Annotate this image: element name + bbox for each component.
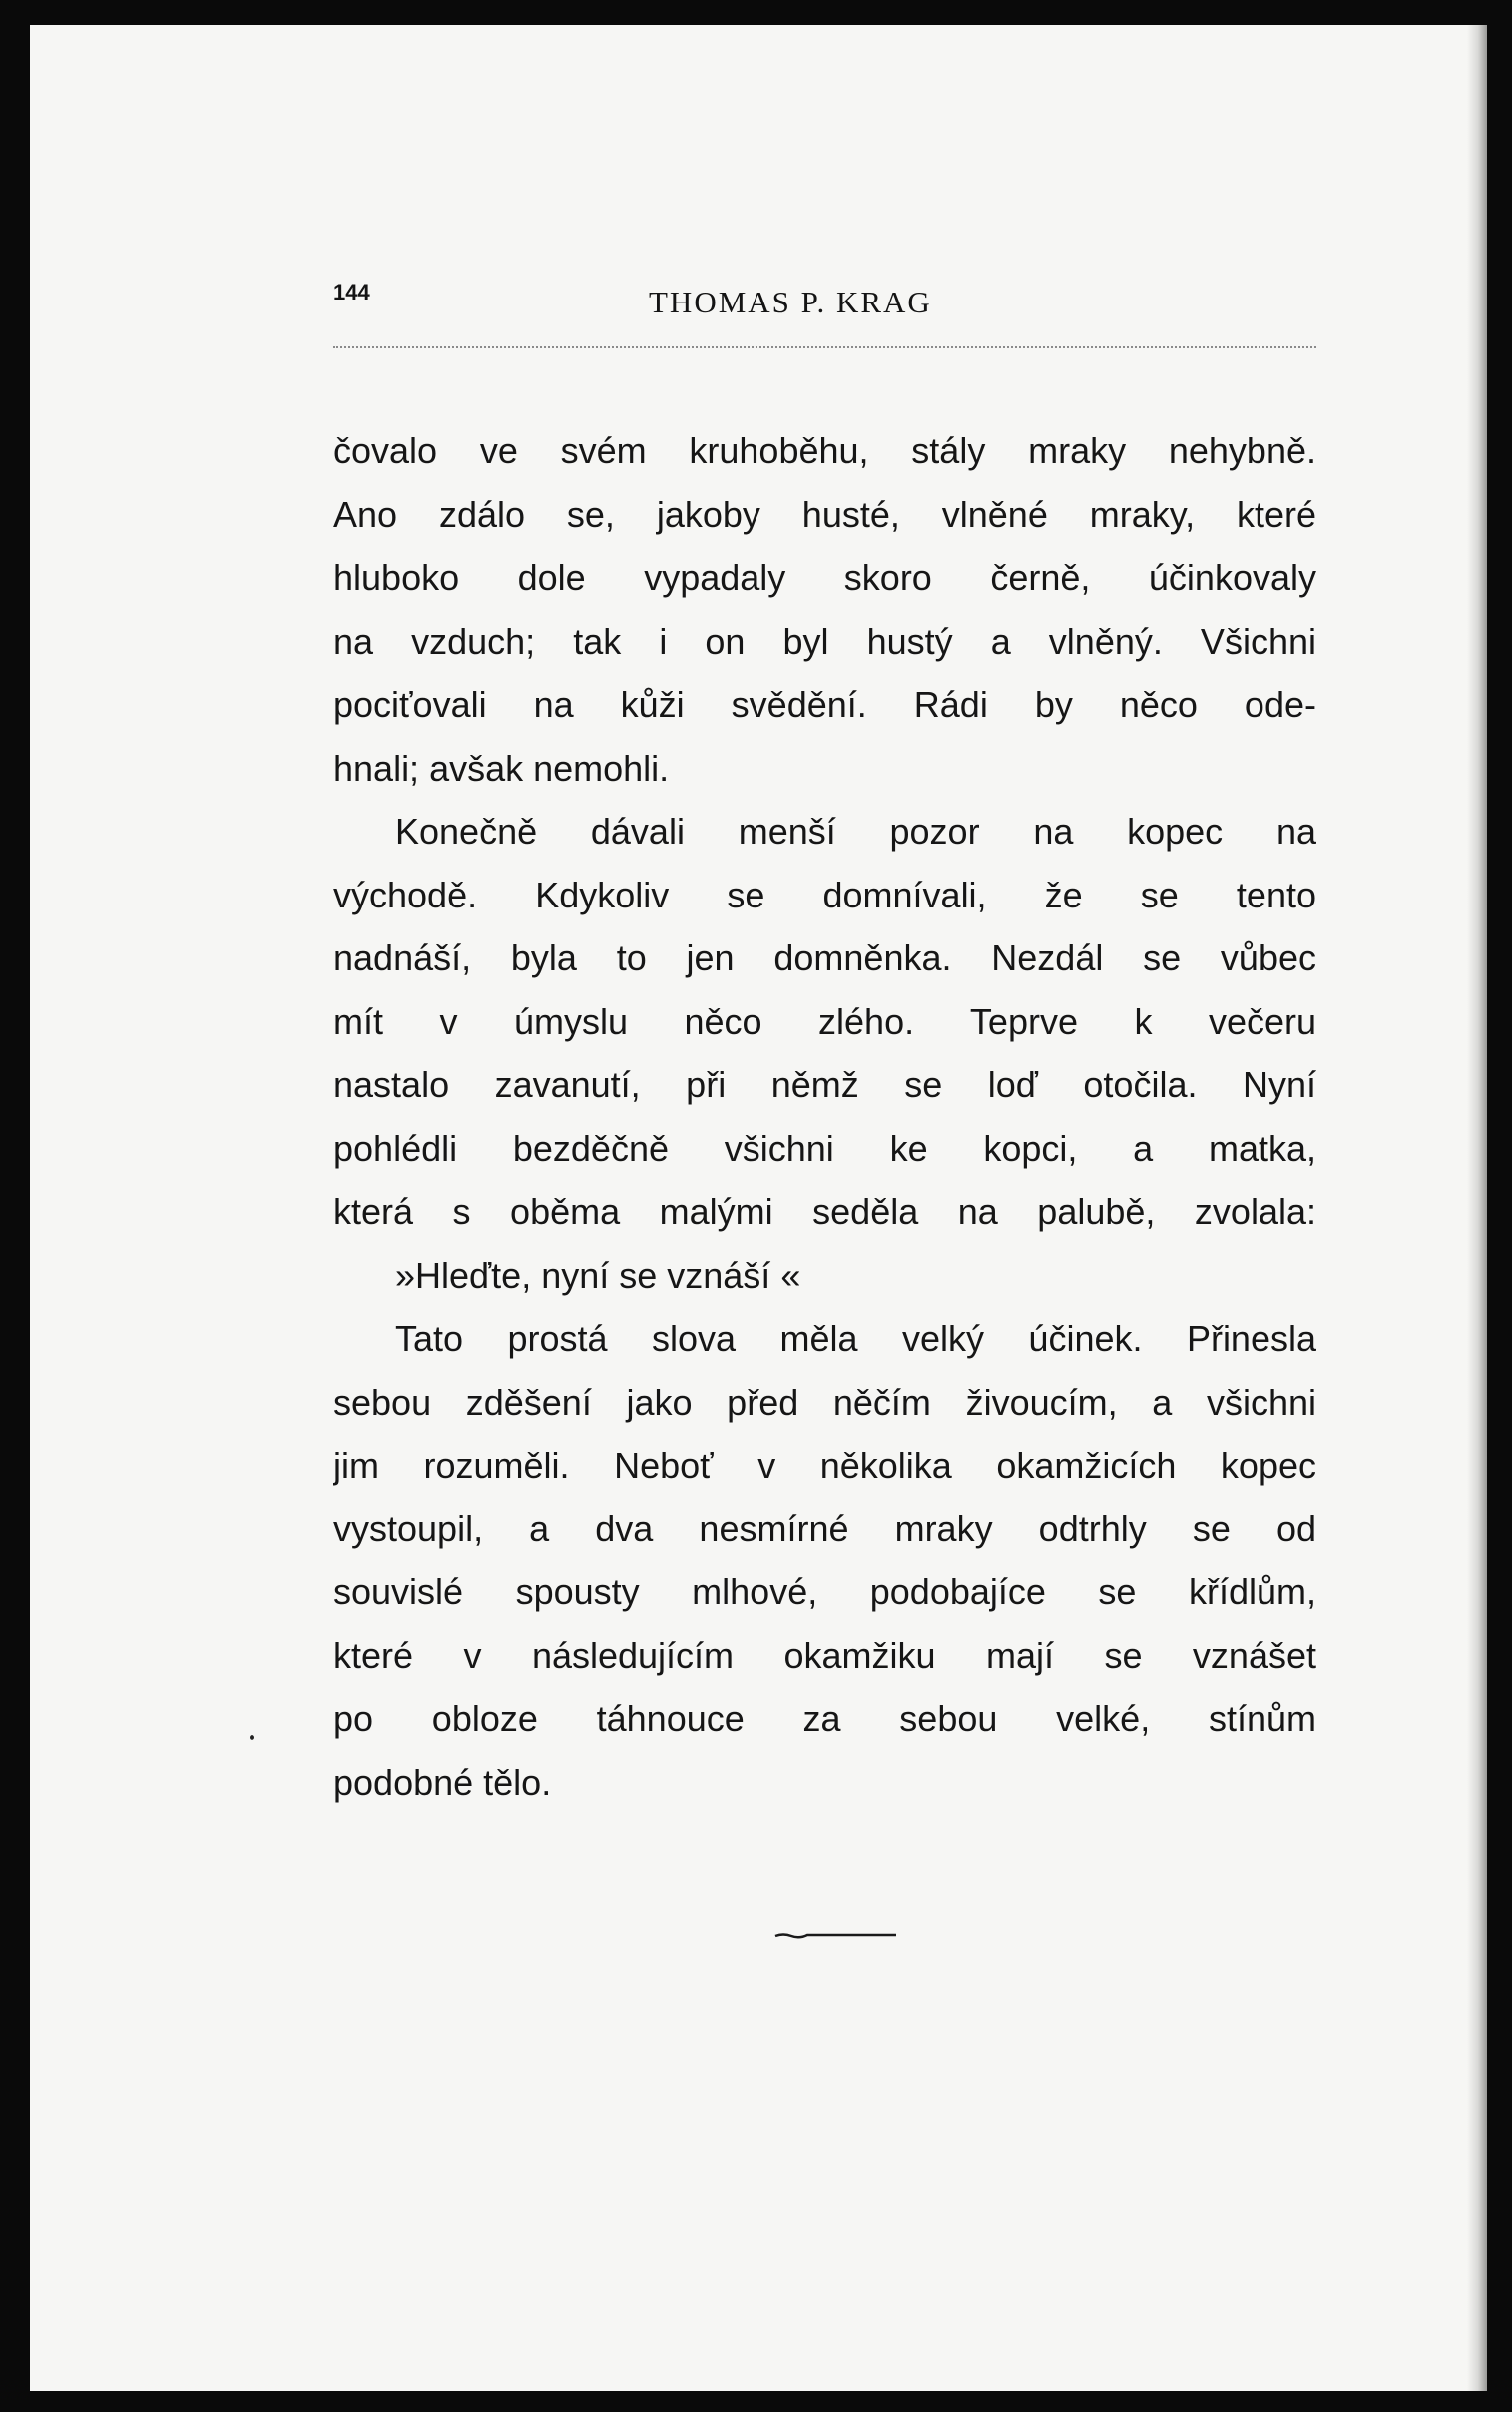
page-edge	[1467, 25, 1487, 2391]
text-line: podobné tělo.	[333, 1761, 552, 1803]
text-line: hnali; avšak nemohli.	[333, 747, 670, 789]
text-line: »Hleďte, nyní se vznáší «	[395, 1254, 801, 1296]
print-speck	[250, 1735, 254, 1740]
text-line: po obloze táhnouce za sebou velké, stínům	[333, 1698, 1316, 1739]
text-line: Ano zdálo se, jakoby husté, vlněné mraky, které	[333, 493, 1316, 535]
body-text	[333, 419, 1316, 1814]
text-line: pociťovali na kůži svědění. Rádi by něco ode-	[333, 684, 1316, 725]
running-title: THOMAS P. KRAG	[649, 285, 932, 319]
text-line: sebou zděšení jako před něčím živoucím, a všichni	[333, 1381, 1316, 1423]
text-line: souvislé spousty mlhové, podobajíce se křídlům,	[333, 1571, 1316, 1612]
text-line: na vzduch; tak i on byl hustý a vlněný. Všichni	[333, 620, 1316, 662]
text-line: čovalo ve svém kruhoběhu, stály mraky nehybně.	[333, 430, 1316, 471]
page-number: 144	[333, 280, 370, 304]
text-line: nadnáší, byla to jen domněnka. Nezdál se vůbec	[333, 937, 1316, 978]
text-line: Tato prostá slova měla velký účinek. Přinesla	[395, 1318, 1316, 1359]
header-divider	[333, 346, 1316, 348]
text-line: mít v úmyslu něco zlého. Teprve k večeru	[333, 1000, 1316, 1042]
text-line: která s oběma malými seděla na palubě, zvolala:	[333, 1191, 1316, 1232]
end-ornament	[773, 1930, 898, 1940]
text-line: nastalo zavanutí, při němž se loď otočila. Nyní	[333, 1064, 1316, 1105]
book-page	[30, 25, 1487, 2391]
text-line: vystoupil, a dva nesmírné mraky odtrhly se od	[333, 1508, 1316, 1549]
text-line: pohlédli bezděčně všichni ke kopci, a matka,	[333, 1127, 1316, 1169]
text-line: hluboko dole vypadaly skoro černě, účinkovaly	[333, 557, 1316, 598]
text-line: které v následujícím okamžiku mají se vznášet	[333, 1634, 1316, 1676]
text-line: východě. Kdykoliv se domnívali, že se tento	[333, 874, 1316, 915]
text-line: jim rozuměli. Neboť v několika okamžicích kopec	[333, 1445, 1316, 1486]
text-line: Konečně dávali menší pozor na kopec na	[395, 811, 1316, 852]
